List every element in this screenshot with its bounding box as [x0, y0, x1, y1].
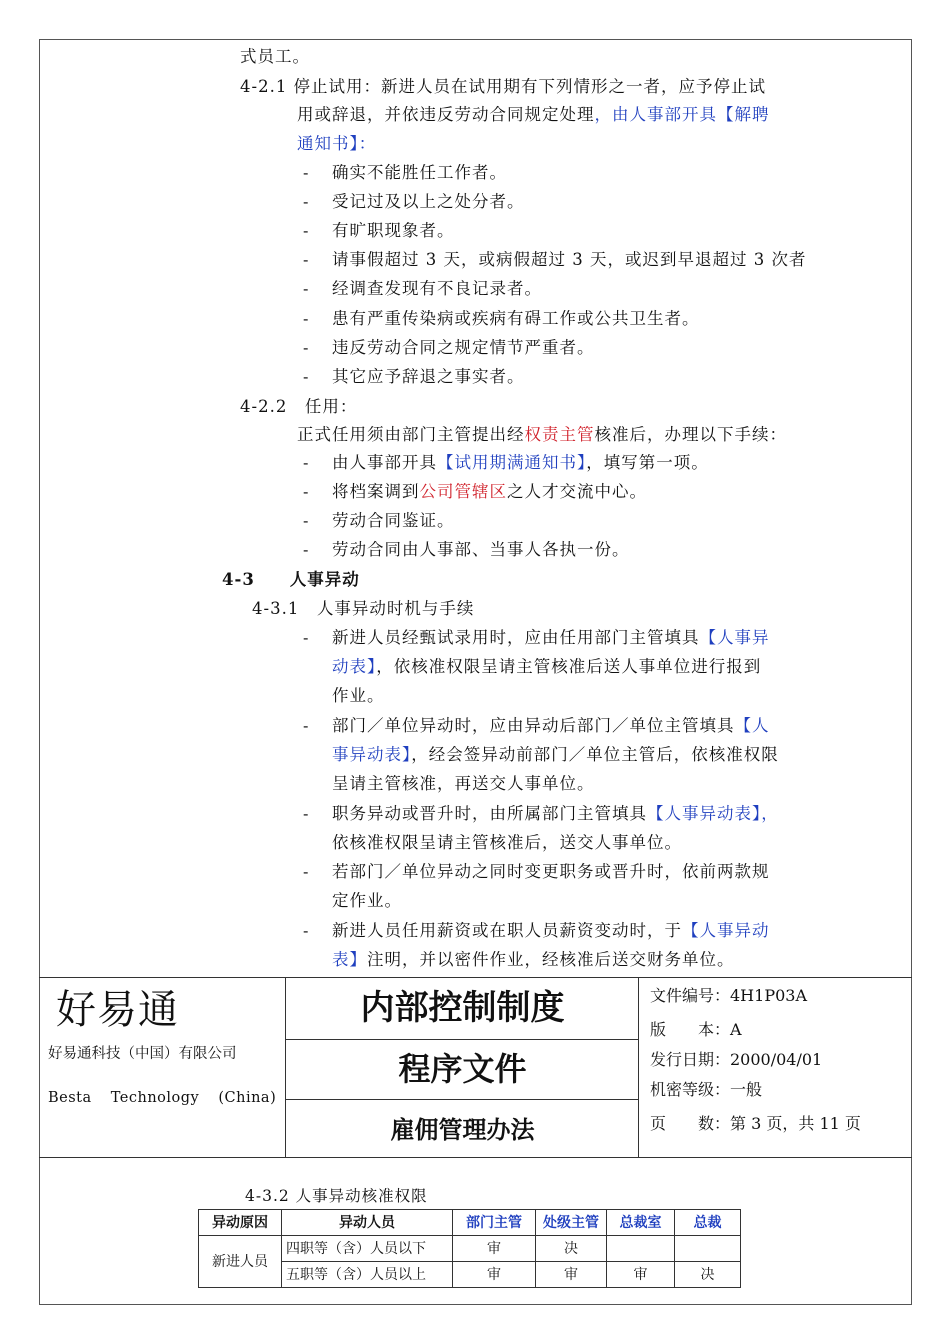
bullet-dash: -	[303, 163, 309, 182]
col-header: 总裁室	[607, 1210, 675, 1236]
col-header: 部门主管	[453, 1210, 536, 1236]
list-item: 由人事部开具【试用期满通知书】，填写第一项。	[332, 453, 709, 472]
clause-4-2-2: 4-2.2 任用：	[240, 397, 358, 416]
header-title-3: 雇佣管理办法	[390, 1115, 535, 1144]
list-item: 受记过及以上之处分者。	[332, 192, 525, 211]
list-item: 患有严重传染病或疾病有碍工作或公共卫生者。	[332, 309, 700, 328]
list-item: 劳动合同由人事部、当事人各执一份。	[332, 540, 630, 559]
issue-date: 发行日期：2000/04/01	[650, 1050, 823, 1069]
bullet-dash: -	[303, 628, 309, 647]
list-item: 有旷职现象者。	[332, 221, 455, 240]
list-item-cont: 呈请主管核准，再送交人事单位。	[332, 774, 595, 793]
approval-authority-table	[198, 1209, 741, 1288]
company-logo: 好易通	[56, 987, 179, 1033]
page-count: 页 数：第 3 页，共 11 页	[650, 1114, 861, 1133]
bullet-dash: -	[303, 338, 309, 357]
bullet-dash: -	[303, 921, 309, 940]
approval-cell: 决	[675, 1262, 741, 1288]
bullet-dash: -	[303, 192, 309, 211]
text-line: 正式任用须由部门主管提出经权责主管核准后，办理以下手续：	[297, 425, 787, 444]
dismissal-notice-ref: ，由人事部开具【解聘	[594, 105, 770, 124]
list-item: 其它应予辞退之事实者。	[332, 367, 525, 386]
jurisdiction-ref: 公司管辖区	[419, 482, 507, 501]
list-item: 确实不能胜任工作者。	[332, 163, 507, 182]
person-cell: 四职等（含）人员以下	[282, 1236, 453, 1262]
bullet-dash: -	[303, 482, 309, 501]
bullet-dash: -	[303, 540, 309, 559]
list-item: 职务异动或晋升时，由所属部门主管填具【人事异动表】，	[332, 804, 779, 823]
list-item: 请事假超过 3 天，或病假超过 3 天，或迟到早退超过 3 次者	[332, 250, 807, 269]
approval-cell: 审	[607, 1262, 675, 1288]
approval-cell	[675, 1236, 741, 1262]
reason-cell: 新进人员	[199, 1236, 282, 1288]
company-name-en: Besta Technology (China)	[48, 1090, 277, 1106]
list-item: 部门／单位异动时，应由异动后部门／单位主管填具【人	[332, 716, 770, 735]
approval-cell: 审	[536, 1262, 607, 1288]
list-item-cont: 事异动表】，经会签异动前部门／单位主管后，依核准权限	[332, 745, 779, 764]
table-row	[199, 1236, 741, 1262]
col-header: 处级主管	[536, 1210, 607, 1236]
clause-4-3-2: 4-3.2 人事异动核准权限	[245, 1187, 428, 1205]
list-item: 新进人员任用薪资或在职人员薪资变动时，于【人事异动	[332, 921, 770, 940]
list-item: 违反劳动合同之规定情节严重者。	[332, 338, 595, 357]
col-header: 异动原因	[199, 1210, 282, 1236]
doc-number: 文件编号：4H1P03A	[650, 986, 807, 1005]
bullet-dash: -	[303, 453, 309, 472]
bullet-dash: -	[303, 862, 309, 881]
header-title-2: 程序文件	[398, 1050, 527, 1088]
bullet-dash: -	[303, 221, 309, 240]
list-item-cont: 动表】，依核准权限呈请主管核准后送人事单位进行报到	[332, 657, 762, 676]
list-item-cont: 依核准权限呈请主管核准后，送交人事单位。	[332, 833, 682, 852]
bullet-dash: -	[303, 367, 309, 386]
approval-cell: 审	[453, 1236, 536, 1262]
text-line: 通知书】：	[297, 134, 377, 153]
approval-cell: 审	[453, 1262, 536, 1288]
doc-version: 版 本：A	[650, 1020, 742, 1039]
approval-cell: 决	[536, 1236, 607, 1262]
authority-ref: 权责主管	[524, 425, 595, 444]
text-line: 式员工。	[240, 47, 310, 66]
col-header: 总裁	[675, 1210, 741, 1236]
bullet-dash: -	[303, 309, 309, 328]
approval-cell	[607, 1236, 675, 1262]
text-line: 用或辞退，并依违反劳动合同规定处理，由人事部开具【解聘	[297, 105, 770, 124]
clause-4-2-1: 4-2.1 停止试用：新进人员在试用期有下列情形之一者，应予停止试	[240, 77, 767, 96]
bullet-dash: -	[303, 250, 309, 269]
list-item: 经调查发现有不良记录者。	[332, 279, 542, 298]
bullet-dash: -	[303, 279, 309, 298]
bullet-dash: -	[303, 804, 309, 823]
col-header: 异动人员	[282, 1210, 453, 1236]
list-item: 劳动合同鉴证。	[332, 511, 455, 530]
list-item-cont: 作业。	[332, 686, 385, 705]
company-name-cn: 好易通科技（中国）有限公司	[48, 1046, 237, 1062]
clause-4-3-1: 4-3.1 人事异动时机与手续	[252, 599, 475, 618]
bullet-dash: -	[303, 511, 309, 530]
list-item: 将档案调到公司管辖区之人才交流中心。	[332, 482, 647, 501]
table-header-row	[199, 1210, 741, 1236]
list-item: 新进人员经甄试录用时，应由任用部门主管填具【人事异	[332, 628, 770, 647]
probation-notice-ref: 【试用期满通知书】	[437, 453, 587, 472]
list-item-cont: 定作业。	[332, 891, 402, 910]
bullet-dash: -	[303, 716, 309, 735]
list-item-cont: 表】注明，并以密件作业，经核准后送交财务单位。	[332, 950, 735, 969]
list-item: 若部门／单位异动之同时变更职务或晋升时，依前两款规	[332, 862, 770, 881]
header-title-1: 内部控制制度	[360, 988, 565, 1028]
section-4-3: 4-3 人事异动	[222, 570, 360, 589]
person-cell: 五职等（含）人员以上	[282, 1262, 453, 1288]
secrecy-level: 机密等级：一般	[650, 1080, 763, 1099]
